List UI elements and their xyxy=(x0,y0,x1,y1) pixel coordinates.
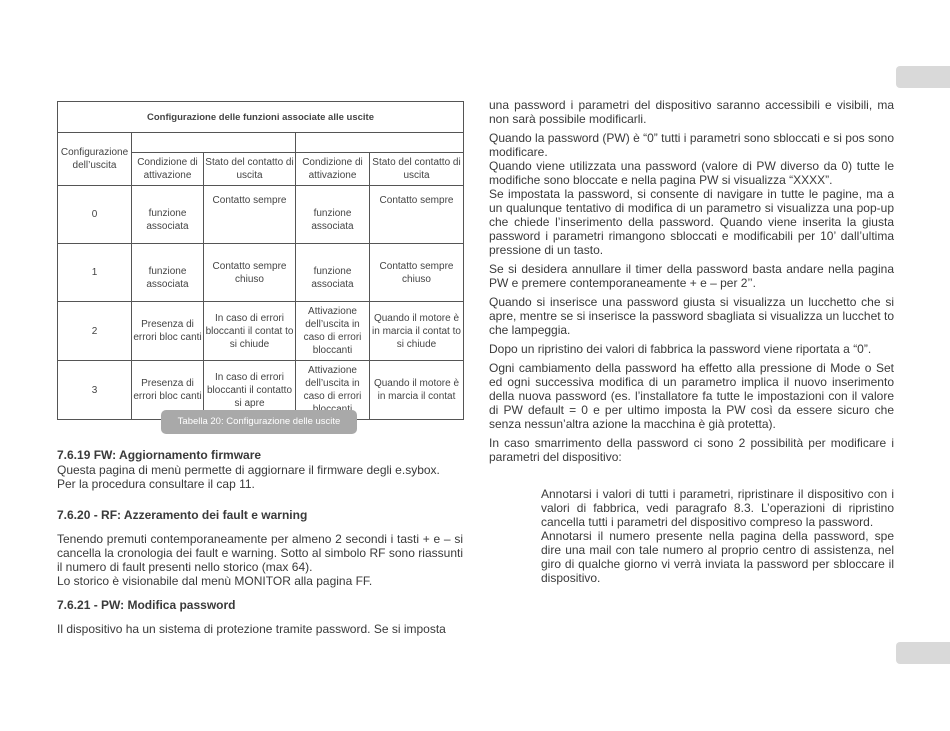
table-cell: In caso di errori bloccanti il contatto si apre xyxy=(204,361,296,420)
col-header-stato-2: Stato del contatto di uscita xyxy=(370,153,464,186)
pw-paragraph-5: Se si desidera annullare il timer della password basta andare nella pagina PW e premere contemporaneamente + e – per 2’’. xyxy=(489,262,894,290)
table-cell: Quando il motore è in marcia il contat to si chiude xyxy=(370,302,464,361)
rf-text-2: Lo storico è visionabile dal menù MONITOR alla pagina FF. xyxy=(57,574,373,588)
recovery-options xyxy=(541,487,894,585)
table-row xyxy=(58,302,464,361)
outputs-config-table xyxy=(57,101,464,420)
table-cell: funzione associata xyxy=(296,186,370,244)
fw-heading: 7.6.19 FW: Aggiornamento firmware xyxy=(57,448,262,462)
col-header-condizione-1: Condizione di attivazione xyxy=(132,153,204,186)
table-cell: Attivazione dell’uscita in caso di errori xyxy=(296,361,370,420)
table-cell: funzione associata xyxy=(132,186,204,244)
table-cell: Presenza di errori bloc canti xyxy=(132,302,204,361)
table-caption: Tabella 20: Configurazione delle uscite xyxy=(161,410,357,434)
recovery-option-1: Annotarsi i valori di tutti i parametri, ripristinare il dispositivo con i valori di fabbrica, vedi paragrafo 8.3. L’operazioni di ripristino cancella tutti i parametri del dispositivo compreso la password. xyxy=(541,487,894,529)
rf-text-1: Tenendo premuti contemporaneamente per almeno 2 secondi i tasti + e – si cancella la cronologia dei fault e warning. Sotto al simbolo RF sono riassunti il numero di fault presenti nello storico (max 64). xyxy=(57,532,463,574)
pw-heading: 7.6.21 - PW: Modifica password xyxy=(57,598,236,612)
recovery-option-2: Annotarsi il numero presente nella pagina della password, spe dire una mail con tale numero al proprio centro di assistenza, nel giro di qualche giorno vi verrà inviata la password per sbloccare il dispositivo. xyxy=(541,529,894,585)
table-cell: In caso di errori bloccanti il contat to si chiude xyxy=(204,302,296,361)
row-id: 2 xyxy=(58,302,132,361)
group-header-2 xyxy=(296,133,464,153)
pw-paragraph-8: Ogni cambiamento della password ha effetto alla pressione di Mode o Set ed ogni successiva modifica di un parametro implica il nuovo inserimento della nuova password (es. l’installatore fa tutte le impostazioni con il valore di PW default = 0 e per ultimo imposta la PW così da essere sicuro che senza nessun’altra azione la macchina è già protetta). xyxy=(489,361,894,431)
table-cell: Contatto sempre chiuso xyxy=(370,244,464,302)
password-section xyxy=(489,98,894,464)
pw-paragraph-4: Se impostata la password, si consente di navigare in tutte le pagine, ma a un qualunque tentativo di modifica di un parametro si visualizza una pop-up che chiede l’inserimento della password. Quando viene inserita la giusta password i parametri rimangono sbloccati e modificabili per 10’ dall’ultima pressione di un tasto. xyxy=(489,187,894,257)
table-cell: Quando il motore è in marcia il contat xyxy=(370,361,464,420)
table-title: Configurazione delle funzioni associate alle uscite xyxy=(58,102,464,133)
col-header-stato-1: Stato del contatto di uscita xyxy=(204,153,296,186)
pw-paragraph-7: Dopo un ripristino dei valori di fabbrica la password viene riportata a “0”. xyxy=(489,342,872,356)
row-id: 0 xyxy=(58,186,132,244)
table-cell: Presenza di errori bloc canti xyxy=(132,361,204,420)
table-row xyxy=(58,186,464,244)
table-cell: Contatto sempre xyxy=(204,186,296,244)
table-cell: funzione associata xyxy=(296,244,370,302)
table-cell: Contatto sempre chiuso xyxy=(204,244,296,302)
table-cell: Contatto sempre xyxy=(370,186,464,244)
pw-paragraph-2: Quando la password (PW) è “0” tutti i parametri sono sbloccati e si pos sono modificare. xyxy=(489,131,894,159)
pw-paragraph-1: una password i parametri del dispositivo saranno accessibili e visibili, ma non sarà possibile modificarli. xyxy=(489,98,894,126)
rf-text xyxy=(57,532,463,588)
fw-text xyxy=(57,463,463,491)
fw-text-2: Per la procedura consultare il cap 11. xyxy=(57,477,255,491)
col-header-condizione-2: Condizione di attivazione xyxy=(296,153,370,186)
page-tab-top xyxy=(896,66,950,88)
pw-paragraph-3: Quando viene utilizzata una password (valore di PW diverso da 0) tutte le modifiche sono bloccate e nella pagina PW si visualizza “XXXX”. xyxy=(489,159,894,187)
pw-text: Il dispositivo ha un sistema di protezione tramite password. Se si imposta xyxy=(57,622,446,636)
rf-heading: 7.6.20 - RF: Azzeramento dei fault e warning xyxy=(57,508,308,522)
group-header-1 xyxy=(132,133,296,153)
row-id: 1 xyxy=(58,244,132,302)
pw-paragraph-6: Quando si inserisce una password giusta si visualizza un lucchetto che si apre, mentre se si inserisce la password sbagliata si visualizza un lucchet to che lampeggia. xyxy=(489,295,894,337)
row-id: 3 xyxy=(58,361,132,420)
pw-paragraph-9: In caso smarrimento della password ci sono 2 possibilità per modificare i parametri del dispositivo: xyxy=(489,436,894,464)
table-row xyxy=(58,244,464,302)
row-header-configurazione: Configurazione dell’uscita xyxy=(58,133,132,186)
page-tab-bottom xyxy=(896,642,950,664)
table-cell: Attivazione dell’uscita in caso di errori bloccanti xyxy=(296,302,370,361)
table-cell: funzione associata xyxy=(132,244,204,302)
fw-text-1: Questa pagina di menù permette di aggiornare il firmware degli e.sybox. xyxy=(57,463,440,477)
